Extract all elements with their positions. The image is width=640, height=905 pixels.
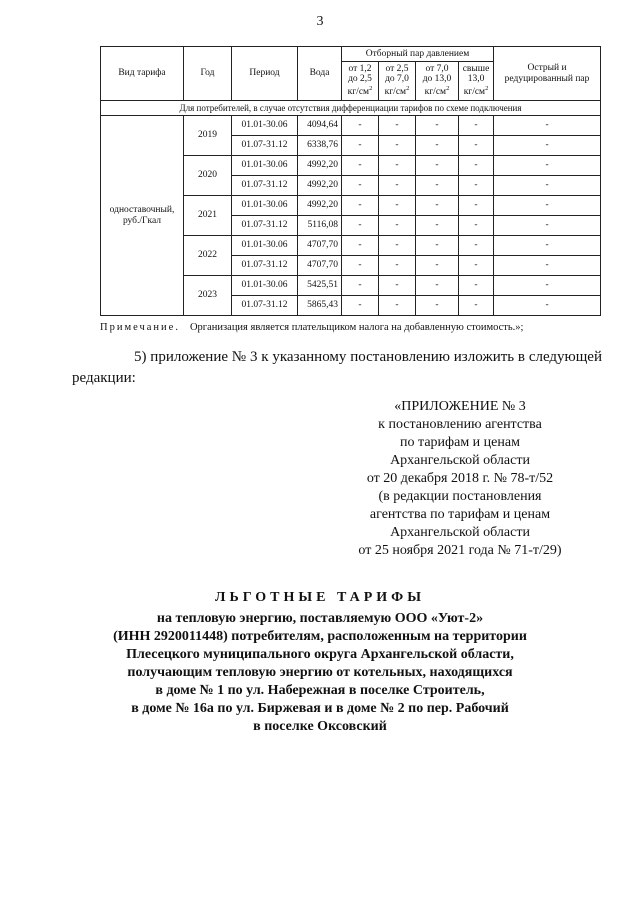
dash-cell: -: [342, 196, 379, 216]
dash-cell: -: [416, 176, 459, 196]
page-number: 3: [316, 14, 324, 29]
dash-cell: -: [416, 216, 459, 236]
header-steam-col: свыше 13,0 $кг/см^2$: [459, 62, 494, 101]
period-cell: 01.07-31.12: [232, 296, 298, 316]
dash-cell: -: [379, 296, 416, 316]
appendix-line: Архангельской области: [390, 453, 530, 468]
dash-cell: -: [494, 216, 601, 236]
table-row: [101, 116, 601, 136]
dash-cell: -: [416, 116, 459, 136]
dash-cell: -: [379, 196, 416, 216]
water-cell: 5425,51: [298, 276, 342, 296]
appendix-line: агентства по тарифам и ценам: [369, 507, 551, 522]
tariff-table: [100, 46, 601, 316]
dash-cell: -: [494, 196, 601, 216]
dash-cell: -: [379, 216, 416, 236]
subtitle-line: на тепловую энергию, поставляемую ООО «Уют-2»: [156, 611, 484, 626]
appendix-line: (в редакции постановления: [378, 489, 542, 504]
header-steam-group: Отборный пар давлением: [342, 47, 494, 62]
period-cell: 01.01-30.06: [232, 196, 298, 216]
dash-cell: -: [494, 156, 601, 176]
water-cell: 4707,70: [298, 256, 342, 276]
year-cell: 2023: [184, 276, 232, 316]
dash-cell: -: [342, 256, 379, 276]
dash-cell: -: [459, 236, 494, 256]
year-cell: 2019: [184, 116, 232, 156]
dash-cell: -: [342, 156, 379, 176]
dash-cell: -: [379, 236, 416, 256]
dash-cell: -: [342, 176, 379, 196]
year-cell: 2020: [184, 156, 232, 196]
dash-cell: -: [416, 156, 459, 176]
header-sharp-steam: Острый и редуцированный пар: [494, 47, 601, 101]
year-cell: 2022: [184, 236, 232, 276]
dash-cell: -: [416, 296, 459, 316]
header-steam-col: от 2,5 до 7,0 $кг/см^2$: [379, 62, 416, 101]
note-label: Примечание.: [100, 322, 180, 333]
table-section-label: Для потребителей, в случае отсутствия дифференциации тарифов по схеме подключения: [101, 101, 601, 116]
dash-cell: -: [342, 236, 379, 256]
dash-cell: -: [459, 256, 494, 276]
water-cell: 4992,20: [298, 176, 342, 196]
header-period: Период: [232, 47, 298, 101]
header-tariff-type: Вид тарифа: [101, 47, 184, 101]
dash-cell: -: [459, 216, 494, 236]
appendix-header: [300, 398, 620, 560]
period-cell: 01.07-31.12: [232, 136, 298, 156]
dash-cell: -: [342, 136, 379, 156]
dash-cell: -: [379, 136, 416, 156]
water-cell: 4992,20: [298, 196, 342, 216]
period-cell: 01.01-30.06: [232, 236, 298, 256]
dash-cell: -: [494, 236, 601, 256]
water-cell: 4094,64: [298, 116, 342, 136]
dash-cell: -: [459, 136, 494, 156]
document-title: ЛЬГОТНЫЕ ТАРИФЫ: [215, 590, 425, 605]
period-cell: 01.01-30.06: [232, 156, 298, 176]
dash-cell: -: [459, 276, 494, 296]
dash-cell: -: [459, 196, 494, 216]
water-cell: 6338,76: [298, 136, 342, 156]
water-cell: 5116,08: [298, 216, 342, 236]
period-cell: 01.01-30.06: [232, 116, 298, 136]
dash-cell: -: [342, 116, 379, 136]
period-cell: 01.01-30.06: [232, 276, 298, 296]
dash-cell: -: [379, 116, 416, 136]
dash-cell: -: [494, 136, 601, 156]
dash-cell: -: [342, 216, 379, 236]
subtitle-line: Плесецкого муниципального округа Архангельской области,: [126, 647, 514, 662]
dash-cell: -: [494, 296, 601, 316]
dash-cell: -: [379, 176, 416, 196]
dash-cell: -: [416, 136, 459, 156]
header-steam-col: от 7,0 до 13,0 $кг/см^2$: [416, 62, 459, 101]
appendix-line: по тарифам и ценам: [400, 435, 520, 450]
water-cell: 4707,70: [298, 236, 342, 256]
dash-cell: -: [494, 116, 601, 136]
subtitle-line: получающим тепловую энергию от котельных, находящихся: [127, 665, 513, 680]
subtitle-line: в доме № 1 по ул. Набережная в поселке Строитель,: [155, 683, 485, 698]
period-cell: 01.07-31.12: [232, 256, 298, 276]
tariff-type-cell: одноставочный, руб./Гкал: [101, 116, 184, 316]
header-steam-col: от 1,2 до 2,5 $кг/см^2$: [342, 62, 379, 101]
appendix-line: от 20 декабря 2018 г. № 78-т/52: [366, 471, 554, 486]
water-cell: 4992,20: [298, 156, 342, 176]
dash-cell: -: [416, 276, 459, 296]
note-text: Организация является плательщиком налога на добавленную стоимость.»;: [189, 322, 524, 333]
period-cell: 01.07-31.12: [232, 176, 298, 196]
item-5-paragraph: 5) приложение № 3 к указанному постановлению изложить в следующей редакции:: [72, 349, 602, 386]
appendix-line: к постановлению агентства: [378, 417, 542, 432]
dash-cell: -: [342, 276, 379, 296]
table-note: [100, 322, 523, 333]
subtitle-line: (ИНН 2920011448) потребителям, расположенным на территории: [113, 629, 527, 644]
appendix-line: «ПРИЛОЖЕНИЕ № 3: [394, 399, 526, 414]
subtitle-line: в доме № 16а по ул. Биржевая и в доме № 2 по пер. Рабочий: [131, 701, 509, 716]
dash-cell: -: [379, 156, 416, 176]
dash-cell: -: [494, 276, 601, 296]
dash-cell: -: [459, 296, 494, 316]
appendix-line: от 25 ноября 2021 года № 71-т/29): [358, 543, 562, 558]
document-subtitle: [90, 610, 550, 736]
dash-cell: -: [416, 236, 459, 256]
year-cell: 2021: [184, 196, 232, 236]
dash-cell: -: [494, 256, 601, 276]
dash-cell: -: [459, 156, 494, 176]
dash-cell: -: [379, 276, 416, 296]
dash-cell: -: [459, 176, 494, 196]
header-water: Вода: [298, 47, 342, 101]
dash-cell: -: [416, 256, 459, 276]
dash-cell: -: [416, 196, 459, 216]
appendix-line: Архангельской области: [390, 525, 530, 540]
dash-cell: -: [342, 296, 379, 316]
dash-cell: -: [459, 116, 494, 136]
period-cell: 01.07-31.12: [232, 216, 298, 236]
header-year: Год: [184, 47, 232, 101]
water-cell: 5865,43: [298, 296, 342, 316]
dash-cell: -: [379, 256, 416, 276]
subtitle-line: в поселке Оксовский: [253, 719, 387, 734]
dash-cell: -: [494, 176, 601, 196]
